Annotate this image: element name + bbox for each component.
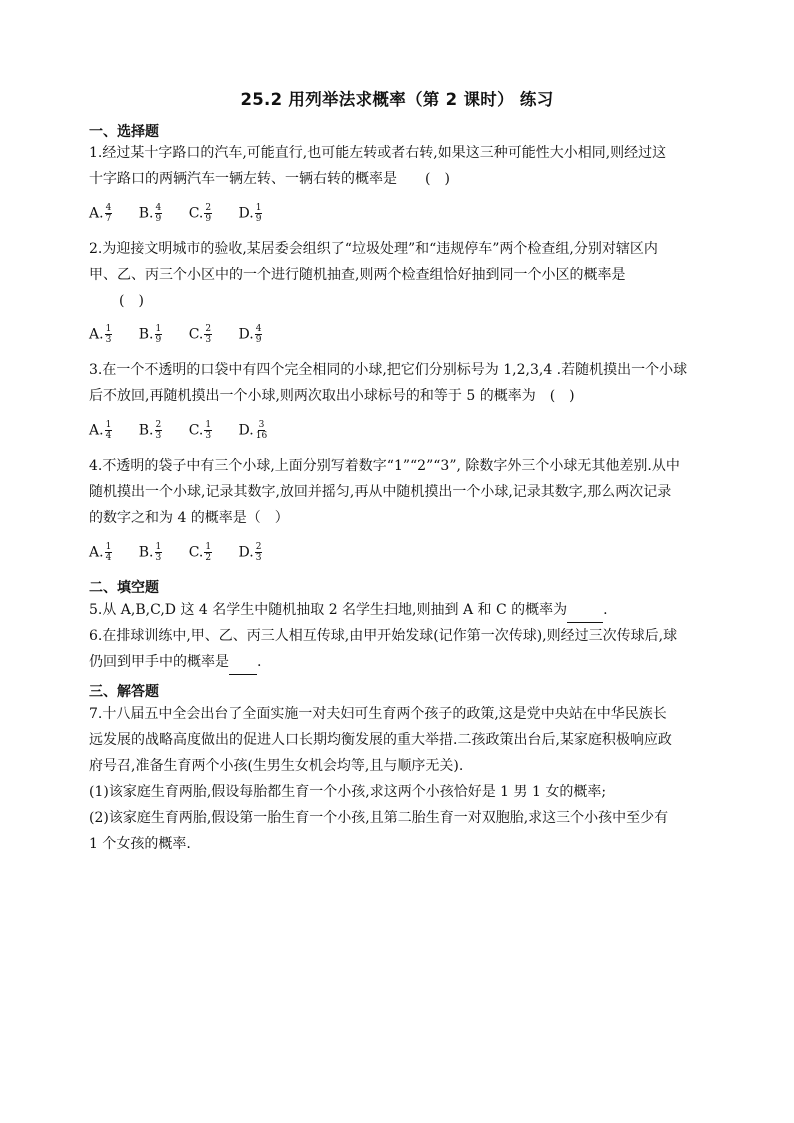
question-1-line-2: 十字路口的两辆汽车一辆左转、一辆右转的概率是 ( )	[89, 171, 450, 187]
question-3	[89, 357, 709, 409]
question-7-sub-2-line-1: (2)该家庭生育两胎,假设第一胎生育一个小孩,且第二胎生育一对双胞胎,求这三个小孩中至少有	[89, 810, 669, 826]
question-7-sub-1: (1)该家庭生育两胎,假设每胎都生育一个小孩,求这两个小孩恰好是 1 男 1 女的概率;	[89, 784, 607, 800]
question-2-line-3: ( )	[119, 293, 144, 309]
option-c: C. $\frac{1}{2}$	[188, 542, 212, 563]
question-1	[89, 140, 709, 192]
question-3-line-1: 3.在一个不透明的口袋中有四个完全相同的小球,把它们分别标号为 1,2,3,4 .若随机摸出一个小球	[89, 362, 688, 378]
fraction: $\frac{2}{3}$	[155, 420, 162, 441]
question-4-line-1: 4.不透明的袋子中有三个小球,上面分别写着数字“1”“2”“3”, 除数字外三个小球无其他差别.从中	[89, 458, 680, 474]
question-7-sub-2-line-2: 1 个女孩的概率.	[89, 836, 191, 852]
fraction: $\frac{2}{9}$	[205, 203, 212, 224]
option-c: C. $\frac{1}{3}$	[188, 420, 212, 441]
option-a: A. $\frac{1}{4}$	[89, 542, 112, 563]
section-heading-choice: 一、选择题	[89, 124, 159, 140]
option-b: B. $\frac{1}{9}$	[138, 324, 162, 345]
fraction: $\frac{1}{4}$	[105, 542, 112, 563]
question-6-line-2: 仍回到甲手中的概率是 .	[89, 649, 709, 675]
question-1-options	[89, 203, 284, 224]
question-7	[89, 701, 709, 857]
question-7-line-1: 7.十八届五中全会出台了全面实施一对夫妇可生育两个孩子的政策,这是党中央站在中华民族长	[89, 706, 667, 722]
option-b: B. $\frac{4}{9}$	[138, 203, 162, 224]
fraction: $\frac{1}{2}$	[205, 542, 212, 563]
question-1-line-1: 1.经过某十字路口的汽车,可能直行,也可能左转或者右转,如果这三种可能性大小相同,则经过这	[89, 145, 667, 161]
question-4	[89, 453, 709, 531]
fraction: $\frac{1}{9}$	[255, 203, 262, 224]
page-title: 25.2 用列举法求概率（第 2 课时） 练习	[240, 90, 554, 109]
question-4-line-2: 随机摸出一个小球,记录其数字,放回并摇匀,再从中随机摸出一个小球,记录其数字,那么两次记录	[89, 484, 672, 500]
question-2-options	[89, 324, 284, 345]
option-c: C. $\frac{2}{9}$	[188, 203, 212, 224]
question-5	[89, 597, 709, 623]
question-2-line-1: 2.为迎接文明城市的验收,某居委会组织了“垃圾处理”和“违规停车”两个检查组,分别对辖区内	[89, 241, 658, 257]
answer-blank[interactable]	[229, 660, 257, 675]
question-4-line-3: 的数字之和为 4 的概率是（ ）	[89, 510, 289, 526]
option-d: D. $\frac{3}{16}$	[238, 420, 268, 441]
section-heading-fill: 二、填空题	[89, 580, 159, 596]
option-a: A. $\frac{1}{3}$	[89, 324, 112, 345]
answer-blank[interactable]	[567, 608, 603, 623]
fraction: $\frac{1}{4}$	[105, 420, 112, 441]
question-6-line-1: 6.在排球训练中,甲、乙、丙三人相互传球,由甲开始发球(记作第一次传球),则经过三次传球后,球	[89, 628, 678, 644]
option-b: B. $\frac{2}{3}$	[138, 420, 162, 441]
fraction: $\frac{3}{16}$	[255, 420, 268, 441]
section-heading-solve: 三、解答题	[89, 684, 159, 700]
question-4-options	[89, 542, 284, 563]
fraction: $\frac{1}{3}$	[155, 542, 162, 563]
question-6	[89, 623, 709, 675]
option-a: A. $\frac{1}{4}$	[89, 420, 112, 441]
question-3-line-2: 后不放回,再随机摸出一个小球,则两次取出小球标号的和等于 5 的概率为 ( )	[89, 388, 575, 404]
question-2	[89, 236, 709, 314]
fraction: $\frac{2}{3}$	[255, 542, 262, 563]
fraction: $\frac{2}{3}$	[205, 324, 212, 345]
fraction: $\frac{1}{3}$	[105, 324, 112, 345]
question-3-options	[89, 420, 290, 441]
option-d: D. $\frac{4}{9}$	[238, 324, 262, 345]
option-c: C. $\frac{2}{3}$	[188, 324, 212, 345]
question-7-line-3: 府号召,准备生育两个小孩(生男生女机会均等,且与顺序无关).	[89, 758, 464, 774]
option-d: D. $\frac{1}{9}$	[238, 203, 262, 224]
fraction: $\frac{4}{9}$	[255, 324, 262, 345]
fraction: $\frac{4}{9}$	[155, 203, 162, 224]
option-d: D. $\frac{2}{3}$	[238, 542, 262, 563]
question-7-line-2: 远发展的战略高度做出的促进人口长期均衡发展的重大举措.二孩政策出台后,某家庭积极响应政	[89, 732, 672, 748]
option-b: B. $\frac{1}{3}$	[138, 542, 162, 563]
question-5-line-1: 5.从 A,B,C,D 这 4 名学生中随机抽取 2 名学生扫地,则抽到 A 和 C 的概率为 .	[89, 597, 709, 623]
question-2-line-2: 甲、乙、丙三个小区中的一个进行随机抽查,则两个检查组恰好抽到同一个小区的概率是	[89, 267, 626, 283]
fraction: $\frac{4}{7}$	[105, 203, 112, 224]
option-a: A. $\frac{4}{7}$	[89, 203, 112, 224]
fraction: $\frac{1}{3}$	[205, 420, 212, 441]
fraction: $\frac{1}{9}$	[155, 324, 162, 345]
